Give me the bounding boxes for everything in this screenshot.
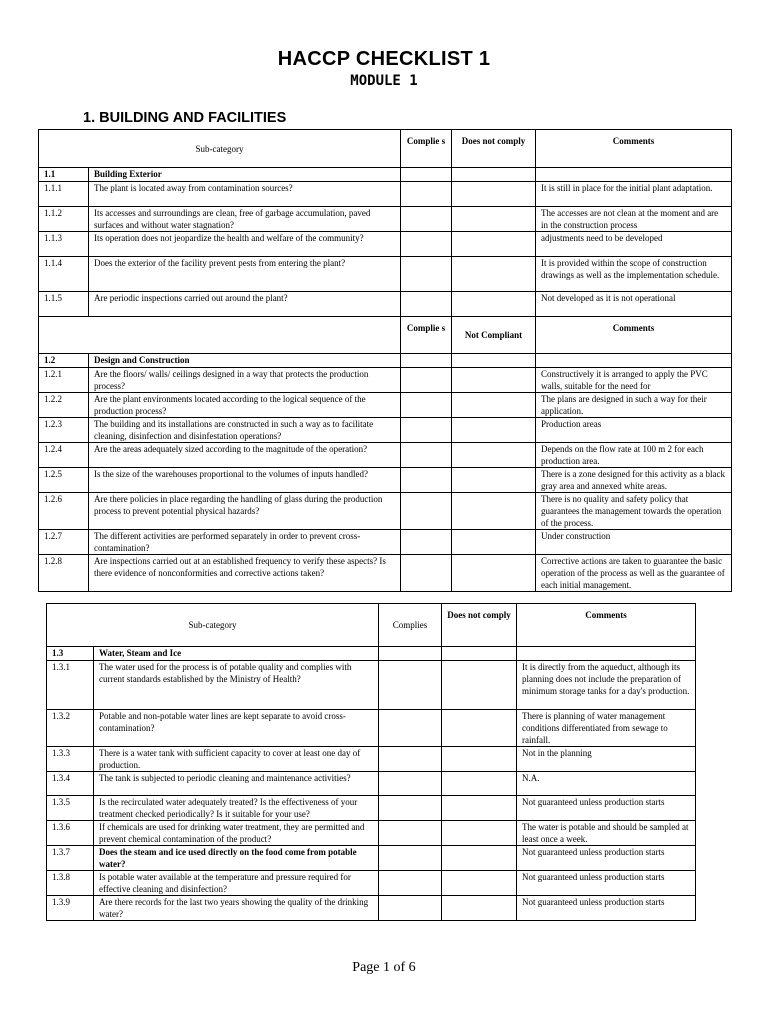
does-not-comply-cell[interactable] bbox=[442, 796, 517, 821]
item-number: 1.3.2 bbox=[47, 710, 94, 747]
does-not-comply-cell[interactable] bbox=[452, 443, 536, 468]
item-number: 1.3.1 bbox=[47, 661, 94, 710]
item-comment: It is directly from the aqueduct, although its planning does not include the preparation of minimum storage tanks for a day's production. bbox=[517, 661, 696, 710]
item-comment: Constructively it is arranged to apply the PVC walls, suitable for the need for bbox=[536, 368, 732, 393]
table-row bbox=[47, 846, 696, 871]
table-row bbox=[39, 257, 732, 292]
item-question: Its accesses and surroundings are clean, free of garbage accumulation, paved surfaces and without water stagnation? bbox=[89, 207, 401, 232]
item-number: 1.2.1 bbox=[39, 368, 89, 393]
complies-cell[interactable] bbox=[379, 896, 442, 921]
does-not-comply-cell[interactable] bbox=[442, 661, 517, 710]
checklist-table-water bbox=[46, 603, 696, 921]
document-title: HACCP CHECKLIST 1 bbox=[277, 48, 491, 70]
item-number: 1.1.1 bbox=[39, 182, 89, 207]
table-row bbox=[39, 530, 732, 555]
item-question: The different activities are performed separately in order to prevent cross-contamination? bbox=[89, 530, 401, 555]
table-row bbox=[47, 772, 696, 796]
item-number: 1.3.4 bbox=[47, 772, 94, 796]
item-number: 1.2.2 bbox=[39, 393, 89, 418]
item-question: Are inspections carried out at an established frequency to verify these aspects? Is there evidence of nonconformities and corrective actions taken? bbox=[89, 555, 401, 592]
table-row bbox=[47, 871, 696, 896]
item-number: 1.2.6 bbox=[39, 493, 89, 530]
item-number: 1.3.7 bbox=[47, 846, 94, 871]
item-question: Are there records for the last two years showing the quality of the drinking water? bbox=[94, 896, 379, 921]
complies-cell[interactable] bbox=[401, 207, 452, 232]
item-comment: Not guaranteed unless production starts bbox=[517, 871, 696, 896]
does-not-comply-cell[interactable] bbox=[442, 846, 517, 871]
complies-cell[interactable] bbox=[379, 846, 442, 871]
group-title: Building Exterior bbox=[89, 168, 401, 182]
item-comment: N.A. bbox=[517, 772, 696, 796]
does-not-comply-cell[interactable] bbox=[442, 871, 517, 896]
complies-cell[interactable] bbox=[379, 821, 442, 846]
header-complies: Complies bbox=[379, 604, 442, 647]
does-not-comply-cell[interactable] bbox=[452, 368, 536, 393]
rows-water-steam-ice bbox=[47, 661, 696, 921]
complies-cell bbox=[401, 354, 452, 368]
item-comment: There is planning of water management conditions differentiated from sewage to rainfall. bbox=[517, 710, 696, 747]
complies-cell[interactable] bbox=[379, 747, 442, 772]
item-question: Is the size of the warehouses proportional to the volumes of inputs handled? bbox=[89, 468, 401, 493]
item-comment: It is still in place for the initial plant adaptation. bbox=[536, 182, 732, 207]
header-does-not-comply: Does not comply bbox=[452, 130, 536, 168]
does-not-comply-cell[interactable] bbox=[442, 896, 517, 921]
complies-cell[interactable] bbox=[401, 232, 452, 257]
item-comment: The plans are designed in such a way for their application. bbox=[536, 393, 732, 418]
does-not-comply-cell[interactable] bbox=[452, 232, 536, 257]
complies-cell[interactable] bbox=[401, 292, 452, 317]
complies-cell[interactable] bbox=[401, 368, 452, 393]
table-row bbox=[47, 796, 696, 821]
group-row bbox=[39, 354, 732, 368]
complies-cell[interactable] bbox=[379, 871, 442, 896]
page-footer: Page 1 of 6 bbox=[352, 960, 416, 975]
header-blank bbox=[39, 317, 401, 354]
item-comment: Production areas bbox=[536, 418, 732, 443]
header-subcategory: Sub-category bbox=[39, 130, 401, 168]
item-question: Are the plant environments located according to the logical sequence of the production process? bbox=[89, 393, 401, 418]
complies-cell[interactable] bbox=[379, 661, 442, 710]
section-title: 1. BUILDING AND FACILITIES bbox=[83, 110, 287, 126]
item-question: Are the areas adequately sized according to the magnitude of the operation? bbox=[89, 443, 401, 468]
table-header-row bbox=[47, 604, 696, 647]
table-row bbox=[39, 292, 732, 317]
item-question: There is a water tank with sufficient capacity to cover at least one day of production. bbox=[94, 747, 379, 772]
item-comment: It is provided within the scope of construction drawings as well as the implementation schedule. bbox=[536, 257, 732, 292]
table-header-row-2 bbox=[39, 317, 732, 354]
item-question: Is the recirculated water adequately treated? Is the effectiveness of your treatment checked periodically? Is it suitable for your use? bbox=[94, 796, 379, 821]
item-question: Are the floors/ walls/ ceilings designed in a way that protects the production process? bbox=[89, 368, 401, 393]
group-number: 1.1 bbox=[39, 168, 89, 182]
group-number: 1.3 bbox=[47, 647, 94, 661]
item-question: The water used for the process is of potable quality and complies with current standards established by the Ministry of Health? bbox=[94, 661, 379, 710]
does-not-comply-cell[interactable] bbox=[452, 292, 536, 317]
complies-cell bbox=[401, 168, 452, 182]
table-row bbox=[39, 468, 732, 493]
item-comment: Not in the planning bbox=[517, 747, 696, 772]
item-comment: Corrective actions are taken to guarantee the basic operation of the process as well as the guarantee of each initial management. bbox=[536, 555, 732, 592]
header-comments: Comments bbox=[517, 604, 696, 647]
header-comments: Comments bbox=[536, 130, 732, 168]
item-question: Does the exterior of the facility prevent pests from entering the plant? bbox=[89, 257, 401, 292]
does-not-comply-cell[interactable] bbox=[452, 555, 536, 592]
table-row bbox=[39, 393, 732, 418]
table-row bbox=[39, 418, 732, 443]
does-not-comply-cell bbox=[442, 647, 517, 661]
item-comment: The water is potable and should be sampled at least once a week. bbox=[517, 821, 696, 846]
table-header-row bbox=[39, 130, 732, 168]
item-number: 1.1.5 bbox=[39, 292, 89, 317]
item-question: The tank is subjected to periodic cleaning and maintenance activities? bbox=[94, 772, 379, 796]
item-comment: Under construction bbox=[536, 530, 732, 555]
item-comment: There is a zone designed for this activity as a black gray area and annexed white areas. bbox=[536, 468, 732, 493]
does-not-comply-cell[interactable] bbox=[452, 393, 536, 418]
item-number: 1.2.4 bbox=[39, 443, 89, 468]
item-question: Are periodic inspections carried out around the plant? bbox=[89, 292, 401, 317]
item-number: 1.2.8 bbox=[39, 555, 89, 592]
complies-cell[interactable] bbox=[401, 493, 452, 530]
item-number: 1.1.3 bbox=[39, 232, 89, 257]
item-comment: Not guaranteed unless production starts bbox=[517, 896, 696, 921]
complies-cell[interactable] bbox=[401, 443, 452, 468]
item-number: 1.1.4 bbox=[39, 257, 89, 292]
rows-building-exterior bbox=[39, 182, 732, 317]
complies-cell[interactable] bbox=[379, 772, 442, 796]
complies-cell[interactable] bbox=[379, 796, 442, 821]
item-comment: Depends on the flow rate at 100 m 2 for each production area. bbox=[536, 443, 732, 468]
item-comment: The accesses are not clean at the moment and are in the construction process bbox=[536, 207, 732, 232]
header-comments: Comments bbox=[536, 317, 732, 354]
item-comment: Not developed as it is not operational bbox=[536, 292, 732, 317]
does-not-comply-cell[interactable] bbox=[452, 418, 536, 443]
group-title: Water, Steam and Ice bbox=[94, 647, 379, 661]
group-number: 1.2 bbox=[39, 354, 89, 368]
item-question: If chemicals are used for drinking water treatment, they are permitted and prevent chemical contamination of the product? bbox=[94, 821, 379, 846]
document-subtitle: MODULE 1 bbox=[350, 73, 418, 89]
does-not-comply-cell bbox=[452, 168, 536, 182]
group-title: Design and Construction bbox=[89, 354, 401, 368]
does-not-comply-cell[interactable] bbox=[442, 821, 517, 846]
does-not-comply-cell[interactable] bbox=[452, 207, 536, 232]
table-row bbox=[39, 493, 732, 530]
item-question: Potable and non-potable water lines are kept separate to avoid cross-contamination? bbox=[94, 710, 379, 747]
does-not-comply-cell bbox=[452, 354, 536, 368]
does-not-comply-cell[interactable] bbox=[442, 747, 517, 772]
header-complies: Complie s bbox=[401, 130, 452, 168]
item-question: The building and its installations are constructed in such a way as to facilitate cleaning, disinfection and disinfestation operations? bbox=[89, 418, 401, 443]
table-row bbox=[47, 747, 696, 772]
item-number: 1.3.5 bbox=[47, 796, 94, 821]
item-number: 1.3.9 bbox=[47, 896, 94, 921]
table-row bbox=[39, 443, 732, 468]
complies-cell bbox=[379, 647, 442, 661]
rows-design-construction bbox=[39, 368, 732, 592]
group-row bbox=[47, 647, 696, 661]
complies-cell[interactable] bbox=[401, 468, 452, 493]
item-number: 1.3.3 bbox=[47, 747, 94, 772]
item-question: Are there policies in place regarding the handling of glass during the production process to prevent potential physical hazards? bbox=[89, 493, 401, 530]
complies-cell[interactable] bbox=[401, 257, 452, 292]
does-not-comply-cell[interactable] bbox=[442, 710, 517, 747]
table-row bbox=[39, 207, 732, 232]
comments-cell bbox=[536, 354, 732, 368]
item-comment: adjustments need to be developed bbox=[536, 232, 732, 257]
complies-cell[interactable] bbox=[401, 530, 452, 555]
does-not-comply-cell[interactable] bbox=[452, 182, 536, 207]
item-question: The plant is located away from contamination sources? bbox=[89, 182, 401, 207]
does-not-comply-cell[interactable] bbox=[452, 493, 536, 530]
does-not-comply-cell[interactable] bbox=[452, 530, 536, 555]
item-comment: There is no quality and safety policy that guarantees the management towards the operation of the process. bbox=[536, 493, 732, 530]
complies-cell[interactable] bbox=[401, 555, 452, 592]
header-does-not-comply: Does not comply bbox=[442, 604, 517, 647]
complies-cell[interactable] bbox=[401, 418, 452, 443]
header-not-compliant: Not Compliant bbox=[452, 317, 536, 354]
item-number: 1.2.3 bbox=[39, 418, 89, 443]
table-row bbox=[47, 710, 696, 747]
item-number: 1.3.6 bbox=[47, 821, 94, 846]
does-not-comply-cell[interactable] bbox=[452, 468, 536, 493]
item-number: 1.2.5 bbox=[39, 468, 89, 493]
table-row bbox=[39, 232, 732, 257]
complies-cell[interactable] bbox=[379, 710, 442, 747]
comments-cell bbox=[517, 647, 696, 661]
item-question: Its operation does not jeopardize the health and welfare of the community? bbox=[89, 232, 401, 257]
table-row bbox=[39, 368, 732, 393]
item-number: 1.2.7 bbox=[39, 530, 89, 555]
item-question: Does the steam and ice used directly on the food come from potable water? bbox=[94, 846, 379, 871]
item-question: Is potable water available at the temperature and pressure required for effective cleaning and disinfection? bbox=[94, 871, 379, 896]
table-row bbox=[47, 661, 696, 710]
header-subcategory: Sub-category bbox=[47, 604, 379, 647]
complies-cell[interactable] bbox=[401, 393, 452, 418]
item-number: 1.3.8 bbox=[47, 871, 94, 896]
table-row bbox=[47, 896, 696, 921]
does-not-comply-cell[interactable] bbox=[452, 257, 536, 292]
item-comment: Not guaranteed unless production starts bbox=[517, 846, 696, 871]
group-row bbox=[39, 168, 732, 182]
header-complies: Complie s bbox=[401, 317, 452, 354]
table-row bbox=[47, 821, 696, 846]
checklist-table-building bbox=[38, 129, 732, 592]
complies-cell[interactable] bbox=[401, 182, 452, 207]
table-row bbox=[39, 182, 732, 207]
does-not-comply-cell[interactable] bbox=[442, 772, 517, 796]
item-number: 1.1.2 bbox=[39, 207, 89, 232]
item-comment: Not guaranteed unless production starts bbox=[517, 796, 696, 821]
comments-cell bbox=[536, 168, 732, 182]
table-row bbox=[39, 555, 732, 592]
